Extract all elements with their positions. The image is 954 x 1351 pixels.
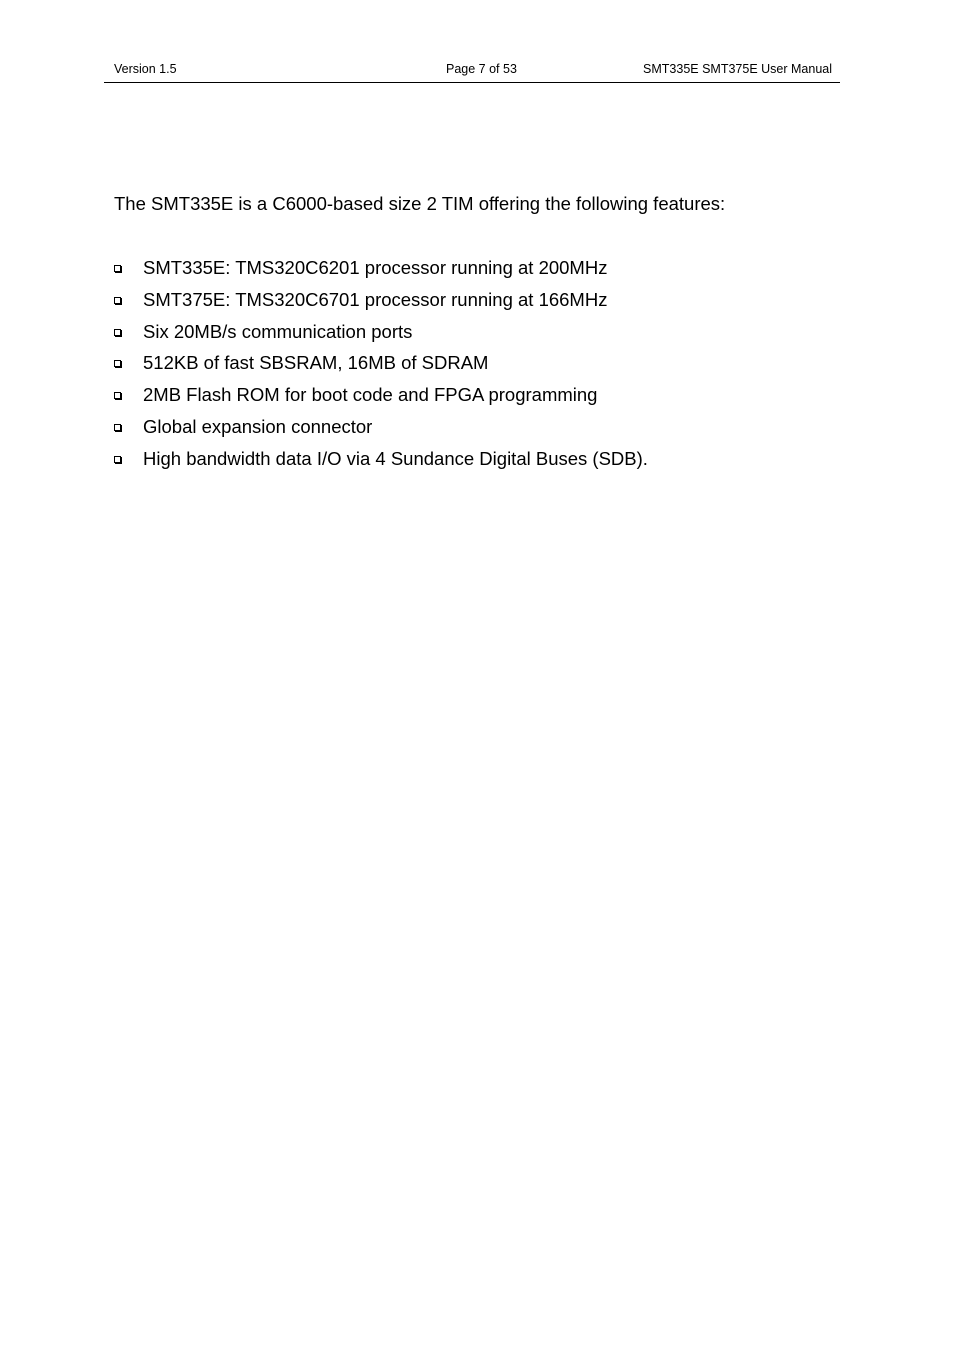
checkbox-square-icon: [114, 424, 121, 431]
feature-text: Six 20MB/s communication ports: [143, 320, 413, 342]
feature-text: 2MB Flash ROM for boot code and FPGA programming: [143, 384, 598, 406]
feature-text: 512KB of fast SBSRAM, 16MB of SDRAM: [143, 352, 489, 374]
header-version: Version 1.5: [114, 62, 177, 76]
feature-text: SMT335E: TMS320C6201 processor running at 200MHz: [143, 257, 608, 278]
feature-text: SMT375E: TMS320C6701 processor running at 166MHz: [143, 288, 608, 310]
header-page-number: Page 7 of 53: [446, 62, 517, 76]
checkbox-square-icon: [114, 265, 121, 272]
checkbox-square-icon: [114, 297, 121, 304]
feature-text: Global expansion connector: [143, 415, 373, 437]
header-document-title: SMT335E SMT375E User Manual: [643, 62, 832, 76]
checkbox-square-icon: [114, 392, 121, 399]
intro-paragraph: The SMT335E is a C6000-based size 2 TIM offering the following features:: [114, 193, 726, 214]
checkbox-square-icon: [114, 456, 121, 463]
checkbox-square-icon: [114, 360, 121, 367]
feature-text: High bandwidth data I/O via 4 Sundance Digital Buses (SDB).: [143, 447, 648, 469]
checkbox-square-icon: [114, 329, 121, 336]
page-header: [104, 0, 840, 83]
